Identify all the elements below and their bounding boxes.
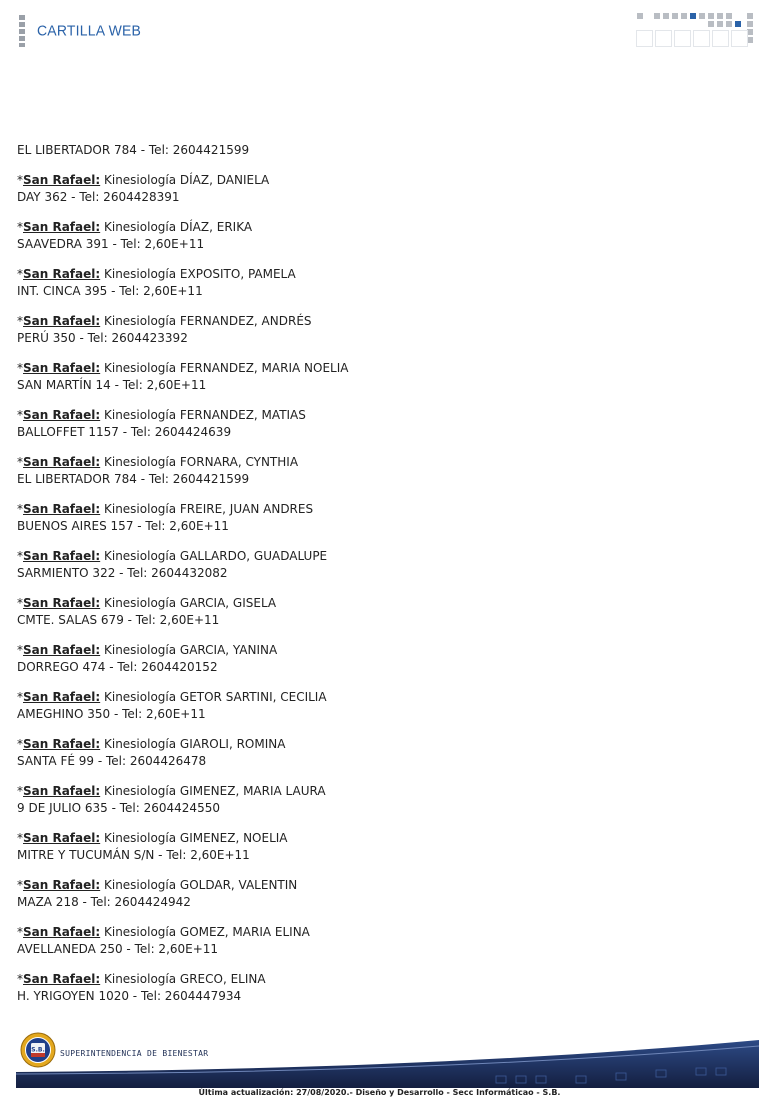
city-label: San Rafael: [23, 455, 101, 469]
entry-prefix: * [17, 596, 23, 610]
provider-line [17, 877, 737, 894]
provider-line [17, 642, 737, 659]
list-item [17, 783, 737, 830]
header-grid-decoration [634, 12, 759, 48]
provider-name: Kinesiología FERNANDEZ, MATIAS [100, 408, 306, 422]
provider-line [17, 548, 737, 565]
list-item [17, 172, 737, 219]
provider-line [17, 924, 737, 941]
provider-address: AVELLANEDA 250 - Tel: 2,60E+11 [17, 942, 219, 956]
list-item-continuation: EL LIBERTADOR 784 - Tel: 2604421599 [17, 143, 250, 157]
entry-prefix: * [17, 408, 23, 422]
provider-line [17, 689, 737, 706]
entry-prefix: * [17, 972, 23, 986]
page-header [0, 0, 759, 50]
provider-address: SAAVEDRA 391 - Tel: 2,60E+11 [17, 237, 205, 251]
city-label: San Rafael: [23, 596, 101, 610]
provider-line [17, 172, 737, 189]
list-item [17, 548, 737, 595]
provider-list [17, 142, 737, 1018]
provider-line [17, 783, 737, 800]
sb-seal-logo [20, 1032, 56, 1068]
provider-name: Kinesiología GOLDAR, VALENTIN [100, 878, 298, 892]
provider-address: INT. CINCA 395 - Tel: 2,60E+11 [17, 284, 203, 298]
provider-line [17, 454, 737, 471]
provider-name: Kinesiología GIMENEZ, NOELIA [100, 831, 288, 845]
entry-prefix: * [17, 737, 23, 751]
entry-prefix: * [17, 878, 23, 892]
list-item [17, 877, 737, 924]
provider-line [17, 266, 737, 283]
entry-prefix: * [17, 784, 23, 798]
provider-name: Kinesiología DÍAZ, DANIELA [100, 173, 270, 187]
provider-name: Kinesiología FERNANDEZ, ANDRÉS [100, 314, 312, 328]
list-item [17, 313, 737, 360]
entry-prefix: * [17, 643, 23, 657]
entry-prefix: * [17, 831, 23, 845]
provider-name: Kinesiología GARCIA, GISELA [100, 596, 277, 610]
city-label: San Rafael: [23, 173, 101, 187]
provider-line [17, 219, 737, 236]
provider-address: SARMIENTO 322 - Tel: 2604432082 [17, 566, 228, 580]
provider-address: DORREGO 474 - Tel: 2604420152 [17, 660, 218, 674]
entry-prefix: * [17, 502, 23, 516]
page-footer [0, 1028, 759, 1101]
provider-address: SANTA FÉ 99 - Tel: 2604426478 [17, 754, 207, 768]
entry-prefix: * [17, 690, 23, 704]
provider-address: H. YRIGOYEN 1020 - Tel: 2604447934 [17, 989, 242, 1003]
provider-name: Kinesiología GRECO, ELINA [100, 972, 266, 986]
list-item [17, 266, 737, 313]
provider-line [17, 595, 737, 612]
provider-name: Kinesiología GIAROLI, ROMINA [100, 737, 286, 751]
entry-prefix: * [17, 549, 23, 563]
footer-band-graphic [16, 1040, 759, 1088]
list-item [17, 642, 737, 689]
provider-address: EL LIBERTADOR 784 - Tel: 2604421599 [17, 472, 250, 486]
provider-name: Kinesiología GARCIA, YANINA [100, 643, 278, 657]
list-item [17, 830, 737, 877]
list-item [17, 360, 737, 407]
list-item [17, 736, 737, 783]
header-bar-decoration [19, 15, 25, 47]
city-label: San Rafael: [23, 831, 101, 845]
city-label: San Rafael: [23, 220, 101, 234]
provider-name: Kinesiología FORNARA, CYNTHIA [100, 455, 299, 469]
provider-address: MAZA 218 - Tel: 2604424942 [17, 895, 191, 909]
provider-name: Kinesiología FERNANDEZ, MARIA NOELIA [100, 361, 349, 375]
provider-line [17, 501, 737, 518]
city-label: San Rafael: [23, 408, 101, 422]
page-title: CARTILLA WEB [37, 21, 142, 39]
provider-name: Kinesiología GETOR SARTINI, CECILIA [100, 690, 327, 704]
city-label: San Rafael: [23, 549, 101, 563]
entry-prefix: * [17, 314, 23, 328]
provider-name: Kinesiología GOMEZ, MARIA ELINA [100, 925, 310, 939]
provider-line [17, 313, 737, 330]
provider-address: SAN MARTÍN 14 - Tel: 2,60E+11 [17, 378, 207, 392]
provider-line [17, 736, 737, 753]
provider-address: DAY 362 - Tel: 2604428391 [17, 190, 180, 204]
city-label: San Rafael: [23, 878, 101, 892]
provider-name: Kinesiología GIMENEZ, MARIA LAURA [100, 784, 326, 798]
provider-line [17, 830, 737, 847]
list-item [17, 219, 737, 266]
city-label: San Rafael: [23, 925, 101, 939]
list-item [17, 971, 737, 1018]
city-label: San Rafael: [23, 737, 101, 751]
provider-address: AMEGHINO 350 - Tel: 2,60E+11 [17, 707, 206, 721]
entry-prefix: * [17, 267, 23, 281]
provider-name: Kinesiología DÍAZ, ERIKA [100, 220, 253, 234]
provider-address: BUENOS AIRES 157 - Tel: 2,60E+11 [17, 519, 229, 533]
city-label: San Rafael: [23, 314, 101, 328]
list-item [17, 595, 737, 642]
city-label: San Rafael: [23, 690, 101, 704]
provider-address: MITRE Y TUCUMÁN S/N - Tel: 2,60E+11 [17, 848, 250, 862]
entry-prefix: * [17, 220, 23, 234]
city-label: San Rafael: [23, 267, 101, 281]
last-update-note: Última actualización: 27/08/2020.- Diseño y Desarrollo - Secc Informáticao - S.B. [198, 1088, 561, 1097]
city-label: San Rafael: [23, 643, 101, 657]
provider-entries [17, 172, 737, 1018]
list-item [17, 689, 737, 736]
entry-prefix: * [17, 925, 23, 939]
svg-text:S.B.: S.B. [31, 1046, 45, 1054]
entry-prefix: * [17, 455, 23, 469]
provider-name: Kinesiología FREIRE, JUAN ANDRES [100, 502, 314, 516]
list-item [17, 454, 737, 501]
list-item [17, 924, 737, 971]
provider-line [17, 971, 737, 988]
city-label: San Rafael: [23, 502, 101, 516]
city-label: San Rafael: [23, 972, 101, 986]
provider-address: BALLOFFET 1157 - Tel: 2604424639 [17, 425, 232, 439]
provider-address: CMTE. SALAS 679 - Tel: 2,60E+11 [17, 613, 220, 627]
provider-line [17, 360, 737, 377]
list-item [17, 407, 737, 454]
list-item [17, 501, 737, 548]
entry-prefix: * [17, 361, 23, 375]
provider-name: Kinesiología GALLARDO, GUADALUPE [100, 549, 328, 563]
provider-line [17, 407, 737, 424]
city-label: San Rafael: [23, 784, 101, 798]
entry-prefix: * [17, 173, 23, 187]
provider-name: Kinesiología EXPOSITO, PAMELA [100, 267, 296, 281]
city-label: San Rafael: [23, 361, 101, 375]
organization-name: SUPERINTENDENCIA DE BIENESTAR [60, 1049, 209, 1058]
provider-address: 9 DE JULIO 635 - Tel: 2604424550 [17, 801, 220, 815]
provider-address: PERÚ 350 - Tel: 2604423392 [17, 331, 188, 345]
